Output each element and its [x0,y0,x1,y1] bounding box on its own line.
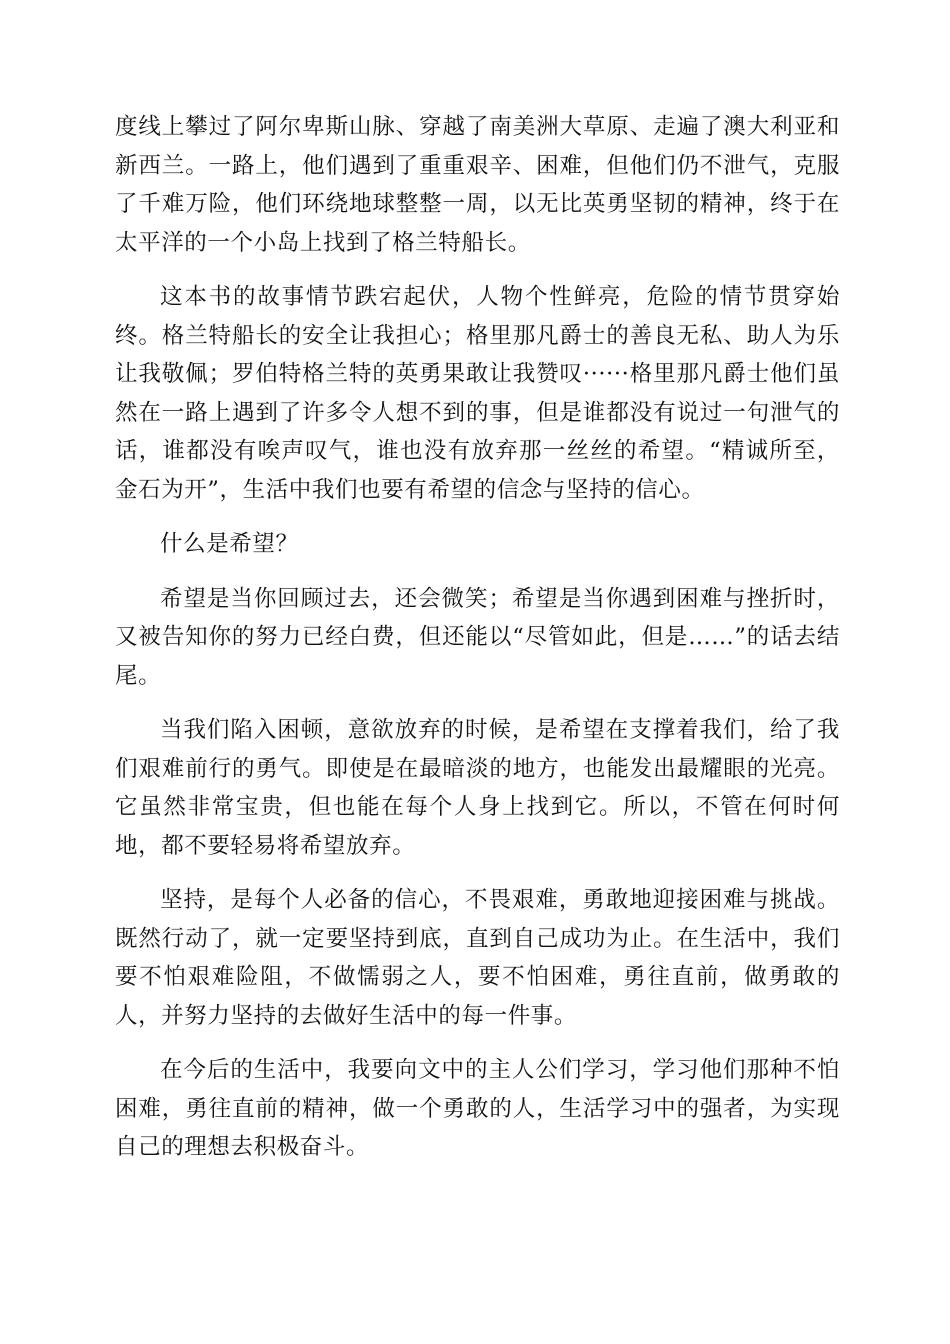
paragraph-continued-journey: 度线上攀过了阿尔卑斯山脉、穿越了南美洲大草原、走遍了澳大利亚和新西兰。一路上，他们遇到了重重艰辛、困难，但他们仍不泄气，克服了千难万险，他们环绕地球整整一周，以无比英勇坚韧的精神，终于在太平洋的一个小岛上找到了格兰特船长。 [115,114,840,256]
paragraph-story-review: 这本书的故事情节跌宕起伏，人物个性鲜亮，危险的情节贯穿始终。格兰特船长的安全让我担心；格里那凡爵士的善良无私、助人为乐让我敬佩；罗伯特格兰特的英勇果敢让我赞叹······格里那凡爵士他们虽然在一路上遇到了许多令人想不到的事，但是谁都没有说过一句泄气的话，谁都没有唉声叹气，谁也没有放弃那一丝丝的希望。“精诚所至，金石为开”，生活中我们也要有希望的信念与坚持的信心。 [115,284,840,503]
paragraph-persistence: 坚持，是每个人必备的信心，不畏艰难，勇敢地迎接困难与挑战。既然行动了，就一定要坚持到底，直到自己成功为止。在生活中，我们要不怕艰难险阻，不做懦弱之人，要不怕困难，勇往直前，做勇敢的人，并努力坚持的去做好生活中的每一件事。 [115,887,840,1029]
paragraph-conclusion: 在今后的生活中，我要向文中的主人公们学习，学习他们那种不怕困难，勇往直前的精神，做一个勇敢的人，生活学习中的强者，为实现自己的理想去积极奋斗。 [115,1057,840,1160]
paragraph-hope-support: 当我们陷入困顿，意欲放弃的时候，是希望在支撑着我们，给了我们艰难前行的勇气。即使是在最暗淡的地方，也能发出最耀眼的光亮。它虽然非常宝贵，但也能在每个人身上找到它。所以，不管在何时何地，都不要轻易将希望放弃。 [115,717,840,859]
paragraph-hope-definition: 希望是当你回顾过去，还会微笑；希望是当你遇到困难与挫折时，又被告知你的努力已经白费，但还能以“尽管如此，但是……”的话去结尾。 [115,585,840,689]
paragraph-question-hope: 什么是希望？ [160,531,299,557]
document-page [115,108,840,1183]
